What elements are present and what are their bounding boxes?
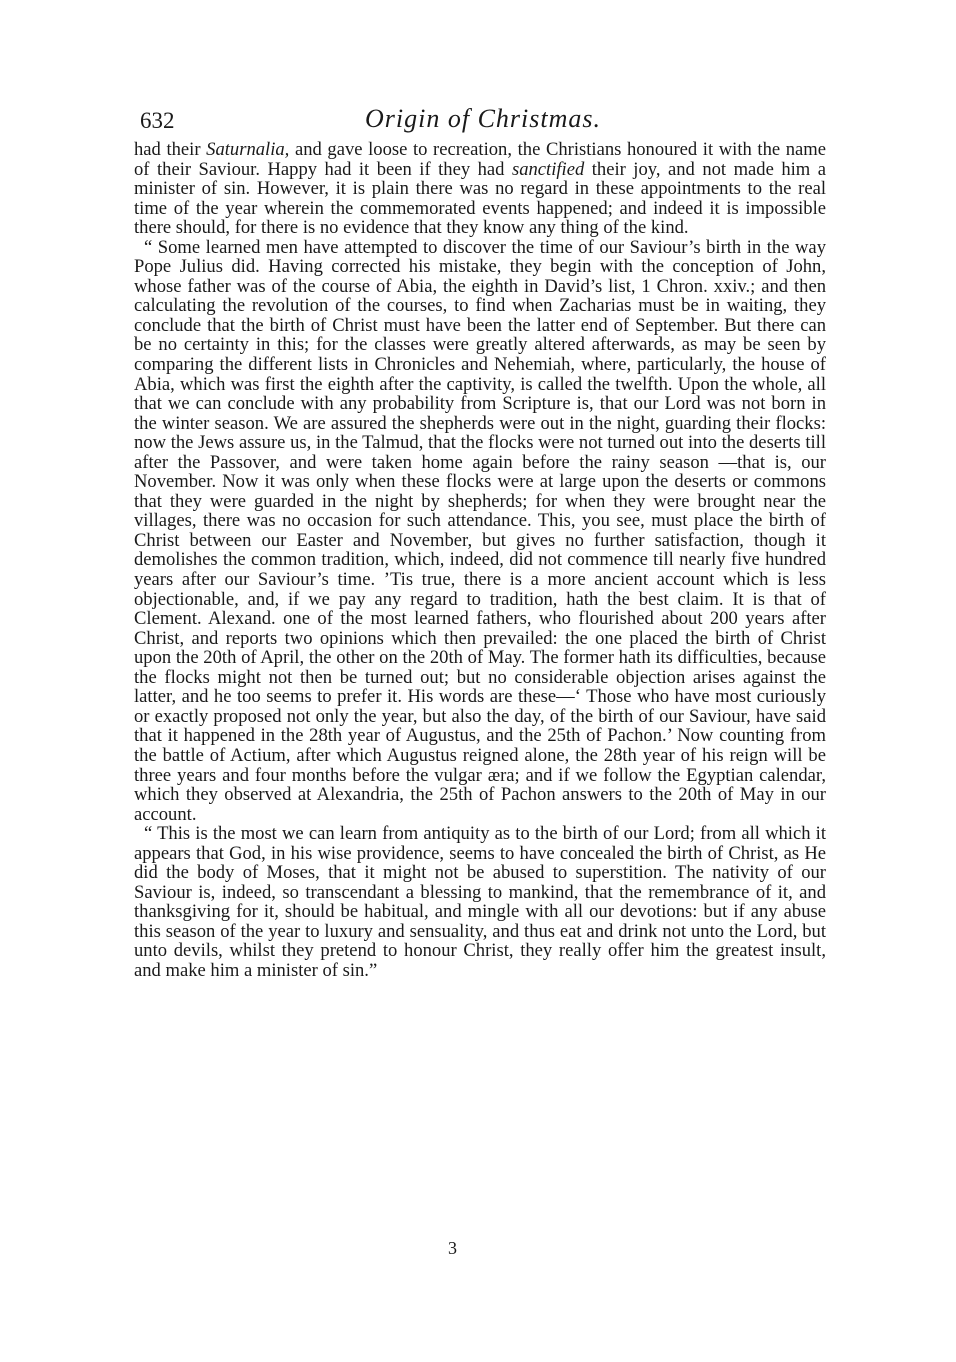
signature-mark: 3 [448,1238,457,1258]
p1-italic-saturnalia: Saturnalia, [206,139,290,160]
p1-text-c: and gave loose to recreation, the Christians honoured it with the name of their Saviour. Happy had it been if they had [134,139,827,180]
running-title: Origin of Christmas. [365,104,601,133]
p1-text-e: their joy, and not made him a minister of sin. However, it is plain there was no regard in these appointments to the real time of the year wherein the commemorated events happened; and indeed it is impossible there should, for there is no evidence that they know any thing of the kind. [134,158,826,239]
p1-text-a: had their [134,139,207,160]
p1-italic-sanctified: sanctified [511,158,585,180]
paragraph-3: “ This is the most we can learn from antiquity as to the birth of our Lord; from all which it appears that God, in his wise providence, seems to have concealed the birth of Christ, as He did the body of Moses, that it might not be abused to superstition. The nativity of our Saviour is, indeed, so transcendant a blessing to mankind, that the remembrance of it, and thanksgiving for it, should be habitual, and mingle with all our devotions: but if any abuse this season of the year to luxury and sensuality, and thus eat and drink not unto the Lord, but unto devils, whilst they pretend to honour Christ, they really offer him the greatest insult, and make him a minister of sin.” [134,823,826,981]
paragraph-1 [134,140,826,238]
body-text [134,140,826,981]
paragraph-2: “ Some learned men have attempted to discover the time of our Saviour’s birth in the way Pope Julius did. Having corrected his mistake, they begin with the conception of John, whose father was of the course of Abia, the eighth in David’s list, 1 Chron. xxiv.; and then calculating the revolution of the courses, to find when Zacharias must be in waiting, they conclude that the birth of Christ must have been the latter end of September. But there can be no certainty in this; for the classes were greatly altered afterwards, as may be seen by comparing the different lists in Chronicles and Nehemiah, where, particularly, the house of Abia, which was first the eighth after the captivity, is called the twelfth. Upon the whole, all that we can conclude with any probability from Scripture is, that our Lord was not born in the winter season. We are assured the shepherds were out in the night, guarding their flocks: now the Jews assure us, in the Talmud, that the flocks were not turned out into the deserts till after the Passover, and were taken home again before the rainy season —that is, our November. Now it was only when these flocks were at large upon the deserts or commons that they were guarded in the night by shepherds; for when they were brought near the villages, there was no occasion for such attendance. This, you see, must place the birth of Christ between our Easter and November, but gives no further satisfaction, though it demolishes the common tradition, which, indeed, did not commence till nearly five hundred years after our Saviour’s time. ’Tis true, there is a more ancient account which is less objectionable, and, if we pay any regard to tradition, hath the best claim. It is that of Clement. Alexand. one of the most learned fathers, who flourished about 200 years after Christ, and reports two opinions which then prevailed: the one placed the birth of Christ upon the 20th of April, the other on the 20th of May. The former hath its difficulties, because the flocks might not then be turned out; but no considerable objection arises against the latter, and he too seems to prefer it. His words are these—‘ Those who have most curiously or exactly proposed not only the year, but also the day, of the birth of our Saviour, have said that it happened in the 28th year of Augustus, and the 25th of Pachon.’ Now counting from the battle of Actium, after which Augustus reigned alone, the 28th year of his reign will be three years and four months before the vulgar æra; and if we follow the Egyptian calendar, which they observed at Alexandria, the 25th of Pachon answers to the 20th of May in our account. [134,236,826,825]
running-header [138,104,828,138]
page-number: 632 [140,108,175,133]
